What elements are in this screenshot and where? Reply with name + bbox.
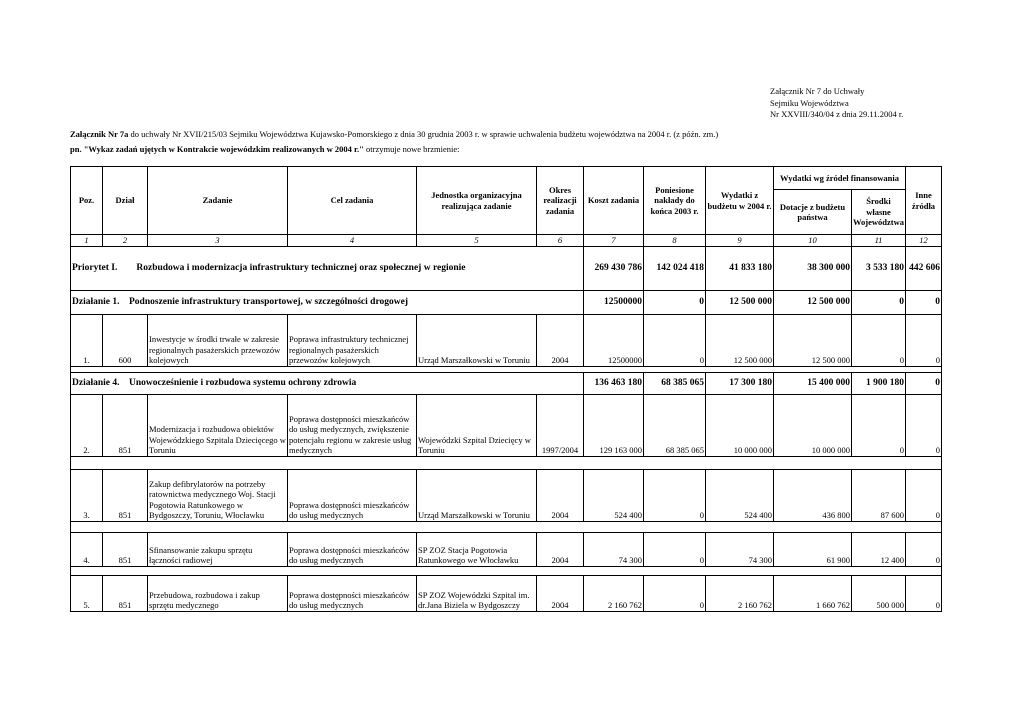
row-3-srodki: 87 600 <box>852 469 906 521</box>
row-2-dzial: 851 <box>103 394 148 456</box>
row-5-dzial: 851 <box>103 575 148 611</box>
row-3-poz: 3. <box>71 469 103 521</box>
action-4-inne: 0 <box>906 372 942 394</box>
action-4-label: Działanie 4. <box>72 377 120 388</box>
row-5-wydatki: 2 160 762 <box>706 575 774 611</box>
row-2-okres: 1997/2004 <box>537 394 584 456</box>
row-4-dotacje: 61 900 <box>774 532 852 566</box>
header-zadanie: Zadanie <box>148 167 288 235</box>
priority-label: Priorytet I. <box>72 262 118 273</box>
table-row <box>71 532 942 566</box>
intro-text-1: do uchwały Nr XVII/215/03 Sejmiku Województwa Kujawsko-Pomorskiego z dnia 30 grudnia 2003 r. w sprawie uchwalenia budżetu województwa na 2004 r. (z późn. zm.) <box>128 129 719 139</box>
row-3-koszt: 524 400 <box>584 469 644 521</box>
row-1-dzial: 600 <box>103 314 148 366</box>
row-3-inne: 0 <box>906 469 942 521</box>
attachment-header <box>770 86 903 121</box>
priority-row <box>71 246 942 290</box>
table-row <box>71 469 942 521</box>
priority-srodki: 3 533 180 <box>852 246 906 290</box>
row-5-jednostka: SP ZOZ Wojewódzki Szpital im. dr.Jana Biziela w Bydgoszczy <box>417 575 537 611</box>
action-4-wydatki: 17 300 180 <box>706 372 774 394</box>
row-1-poz: 1. <box>71 314 103 366</box>
priority-poniesione: 142 024 418 <box>644 246 706 290</box>
table-row <box>71 394 942 456</box>
row-1-srodki: 0 <box>852 314 906 366</box>
col-num-1: 1 <box>71 235 103 247</box>
priority-title: Rozbudowa i modernizacja infrastruktury technicznej oraz społecznej w regionie <box>136 262 466 273</box>
intro-bold-1: Załącznik Nr 7a <box>70 129 129 139</box>
action-1-srodki: 0 <box>852 290 906 314</box>
action-1-inne: 0 <box>906 290 942 314</box>
attachment-line-2: Sejmiku Województwa <box>770 97 849 108</box>
col-num-12: 12 <box>906 235 942 247</box>
header-poniesione: Poniesione nakłady do końca 2003 r. <box>644 167 706 235</box>
row-2-wydatki: 10 000 000 <box>706 394 774 456</box>
attachment-line-1: Załącznik Nr 7 do Uchwały <box>770 86 865 96</box>
row-2-cel: Poprawa dostępności mieszkańców do usług medycznych, zwiększenie potencjału regionu w zakresie usług medycznych <box>288 394 417 456</box>
table-row <box>71 314 942 366</box>
row-5-zadanie: Przebudowa, rozbudowa i zakup sprzętu medycznego <box>148 575 288 611</box>
action-4-label-cell <box>71 372 584 394</box>
header-zrodla-group: Wydatki wg źródeł finansowania <box>774 167 906 190</box>
row-4-inne: 0 <box>906 532 942 566</box>
intro-bold-2: pn. "Wykaz zadań ujętych w Kontrakcie wojewódzkim realizowanych w 2004 r." <box>70 144 364 154</box>
row-3-wydatki: 524 400 <box>706 469 774 521</box>
row-4-zadanie: Sfinansowanie zakupu sprzętu łączności radiowej <box>148 532 288 566</box>
row-3-jednostka: Urząd Marszałkowski w Toruniu <box>417 469 537 521</box>
spacer-row <box>71 456 942 469</box>
row-5-koszt: 2 160 762 <box>584 575 644 611</box>
row-1-zadanie: Inwestycje w środki trwałe w zakresie regionalnych pasażerskich przewozów kolejowych <box>148 314 288 366</box>
spacer-row <box>71 521 942 532</box>
action-4-srodki: 1 900 180 <box>852 372 906 394</box>
action-4-dotacje: 15 400 000 <box>774 372 852 394</box>
row-4-poniesione: 0 <box>644 532 706 566</box>
col-num-4: 4 <box>288 235 417 247</box>
header-inne: Inne źródła <box>906 167 942 235</box>
priority-inne: 442 606 <box>906 246 942 290</box>
header-dzial: Dział <box>103 167 148 235</box>
col-num-3: 3 <box>148 235 288 247</box>
action-1-label-cell <box>71 290 584 314</box>
header-dotacje: Dotacje z budżetu państwa <box>774 190 852 235</box>
header-cel: Cel zadania <box>288 167 417 235</box>
table-row <box>71 575 942 611</box>
col-num-2: 2 <box>103 235 148 247</box>
action-4-koszt: 136 463 180 <box>584 372 644 394</box>
row-3-poniesione: 0 <box>644 469 706 521</box>
priority-dotacje: 38 300 000 <box>774 246 852 290</box>
row-5-poniesione: 0 <box>644 575 706 611</box>
action-1-dotacje: 12 500 000 <box>774 290 852 314</box>
row-2-srodki: 0 <box>852 394 906 456</box>
row-2-inne: 0 <box>906 394 942 456</box>
row-2-poz: 2. <box>71 394 103 456</box>
col-num-10: 10 <box>774 235 852 247</box>
row-1-koszt: 12500000 <box>584 314 644 366</box>
row-1-okres: 2004 <box>537 314 584 366</box>
col-num-5: 5 <box>417 235 537 247</box>
row-4-jednostka: SP ZOZ Stacja Pogotowia Ratunkowego we Włocławku <box>417 532 537 566</box>
col-num-8: 8 <box>644 235 706 247</box>
row-2-jednostka: Wojewódzki Szpital Dziecięcy w Toruniu <box>417 394 537 456</box>
row-4-koszt: 74 300 <box>584 532 644 566</box>
row-5-poz: 5. <box>71 575 103 611</box>
intro-line-1 <box>70 129 718 139</box>
row-4-srodki: 12 400 <box>852 532 906 566</box>
row-5-srodki: 500 000 <box>852 575 906 611</box>
action-1-label: Działanie 1. <box>72 296 120 307</box>
col-num-11: 11 <box>852 235 906 247</box>
action-4-title: Unowocześnienie i rozbudowa systemu ochrony zdrowia <box>129 377 357 388</box>
row-2-koszt: 129 163 000 <box>584 394 644 456</box>
row-1-wydatki: 12 500 000 <box>706 314 774 366</box>
row-1-inne: 0 <box>906 314 942 366</box>
row-1-poniesione: 0 <box>644 314 706 366</box>
row-3-dzial: 851 <box>103 469 148 521</box>
row-4-poz: 4. <box>71 532 103 566</box>
spacer-row <box>71 566 942 575</box>
header-okres: Okres realizacji zadania <box>537 167 584 235</box>
column-numbers-row <box>71 235 942 247</box>
priority-label-cell <box>71 246 584 290</box>
row-1-jednostka: Urząd Marszałkowski w Toruniu <box>417 314 537 366</box>
row-4-wydatki: 74 300 <box>706 532 774 566</box>
row-3-zadanie: Zakup defibrylatorów na potrzeby ratownictwa medycznego Woj. Stacji Pogotowia Ratunkowego w Bydgoszczy, Toruniu, Włocławku <box>148 469 288 521</box>
action-4-row <box>71 372 942 394</box>
action-1-row <box>71 290 942 314</box>
intro-line-2 <box>70 144 459 154</box>
row-4-okres: 2004 <box>537 532 584 566</box>
row-4-dzial: 851 <box>103 532 148 566</box>
tasks-table <box>70 166 942 612</box>
priority-wydatki: 41 833 180 <box>706 246 774 290</box>
row-3-dotacje: 436 800 <box>774 469 852 521</box>
row-5-dotacje: 1 660 762 <box>774 575 852 611</box>
header-jednostka: Jednostka organizacyjna realizująca zadanie <box>417 167 537 235</box>
header-poz: Poz. <box>71 167 103 235</box>
row-5-okres: 2004 <box>537 575 584 611</box>
row-2-dotacje: 10 000 000 <box>774 394 852 456</box>
row-1-dotacje: 12 500 000 <box>774 314 852 366</box>
action-1-koszt: 12500000 <box>584 290 644 314</box>
attachment-line-3: Nr XXVIII/340/04 z dnia 29.11.2004 r. <box>770 109 904 119</box>
row-5-cel: Poprawa dostępności mieszkańców do usług medycznych <box>288 575 417 611</box>
row-2-zadanie: Modernizacja i rozbudowa obiektów Wojewódzkiego Szpitala Dziecięcego w Toruniu <box>148 394 288 456</box>
row-5-inne: 0 <box>906 575 942 611</box>
header-row-1 <box>71 167 942 190</box>
row-2-poniesione: 68 385 065 <box>644 394 706 456</box>
action-1-title: Podnoszenie infrastruktury transportowej, w szczególności drogowej <box>129 296 408 307</box>
action-1-wydatki: 12 500 000 <box>706 290 774 314</box>
header-wydatki-2004: Wydatki z budżetu w 2004 r. <box>706 167 774 235</box>
header-srodki: Środki własne Województwa <box>852 190 906 235</box>
header-koszt: Koszt zadania <box>584 167 644 235</box>
row-3-okres: 2004 <box>537 469 584 521</box>
action-1-poniesione: 0 <box>644 290 706 314</box>
action-4-poniesione: 68 385 065 <box>644 372 706 394</box>
col-num-6: 6 <box>537 235 584 247</box>
row-3-cel: Poprawa dostępności mieszkańców do usług medycznych <box>288 469 417 521</box>
priority-koszt: 269 430 786 <box>584 246 644 290</box>
intro-text-2: otrzymuje nowe brzmienie: <box>363 144 460 154</box>
col-num-7: 7 <box>584 235 644 247</box>
row-1-cel: Poprawa infrastruktury technicznej regionalnych pasażerskich przewozów kolejowych <box>288 314 417 366</box>
col-num-9: 9 <box>706 235 774 247</box>
row-4-cel: Poprawa dostępności mieszkańców do usług medycznych <box>288 532 417 566</box>
